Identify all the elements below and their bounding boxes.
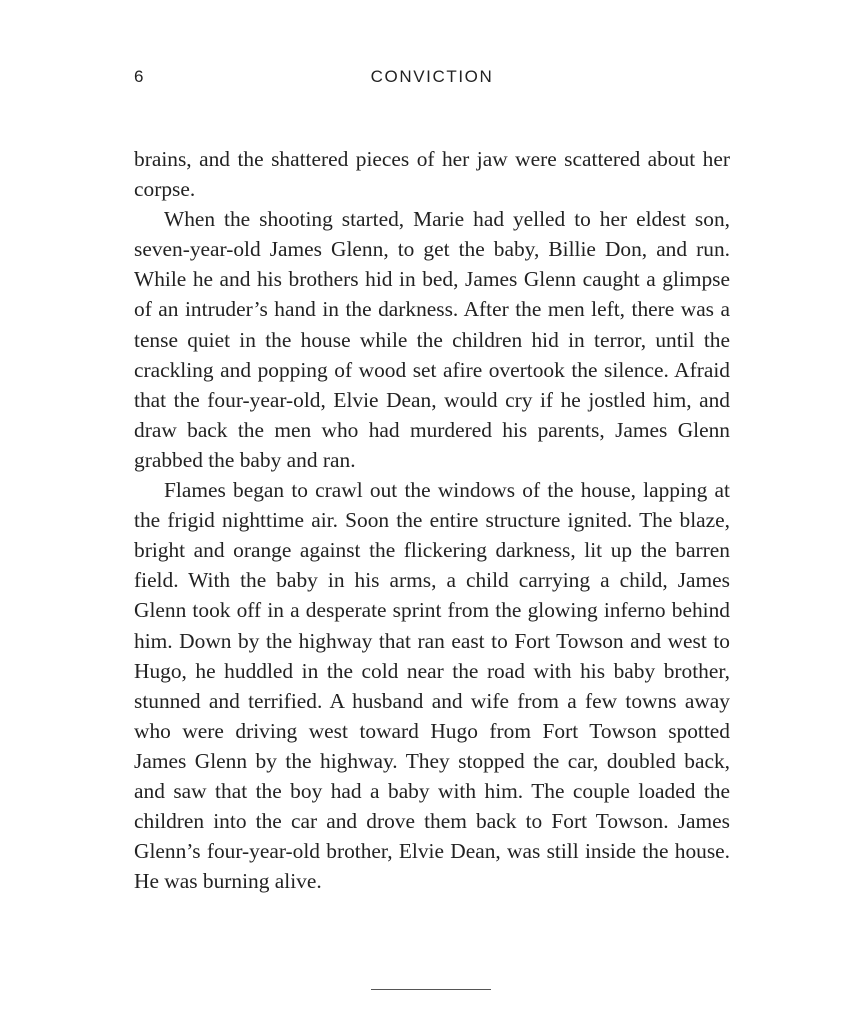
footer-rule xyxy=(371,989,491,990)
body-text xyxy=(134,144,730,896)
page-number: 6 xyxy=(134,67,144,86)
running-title: CONVICTION xyxy=(370,67,494,86)
paragraph-continuation: brains, and the shattered pieces of her jaw were scattered about her corpse. xyxy=(134,147,730,202)
paragraph-flames: Flames began to crawl out the windows of the house, lapping at the frigid nighttime air. Soon the entire structure ignited. The blaze, bright and orange against the flickering darkness, lit up the barren field. With the baby in his arms, a child carrying a child, James Glenn took off in a desperate sprint from the glowing inferno behind him. Down by the highway that ran east to Fort Towson and west to Hugo, he huddled in the cold near the road with his baby brother, stunned and terrified. A husband and wife from a few towns away who were driving west toward Hugo from Fort Towson spotted James Glenn by the highway. They stopped the car, doubled back, and saw that the boy had a baby with him. The couple loaded the children into the car and drove them back to Fort Towson. James Glenn’s four-year-old brother, Elvie Dean, was still inside the house. He was burning alive. xyxy=(134,478,730,894)
paragraph-shooting: When the shooting started, Marie had yelled to her eldest son, seven-year-old James Glenn, to get the baby, Billie Don, and run. While he and his brothers hid in bed, James Glenn caught a glimpse of an intruder’s hand in the darkness. After the men left, there was a tense quiet in the house while the children hid in terror, until the crackling and popping of wood set afire overtook the silence. Afraid that the four-year-old, Elvie Dean, would cry if he jostled him, and draw back the men who had murdered his parents, James Glenn grabbed the baby and ran. xyxy=(134,207,730,472)
running-header xyxy=(134,67,730,91)
